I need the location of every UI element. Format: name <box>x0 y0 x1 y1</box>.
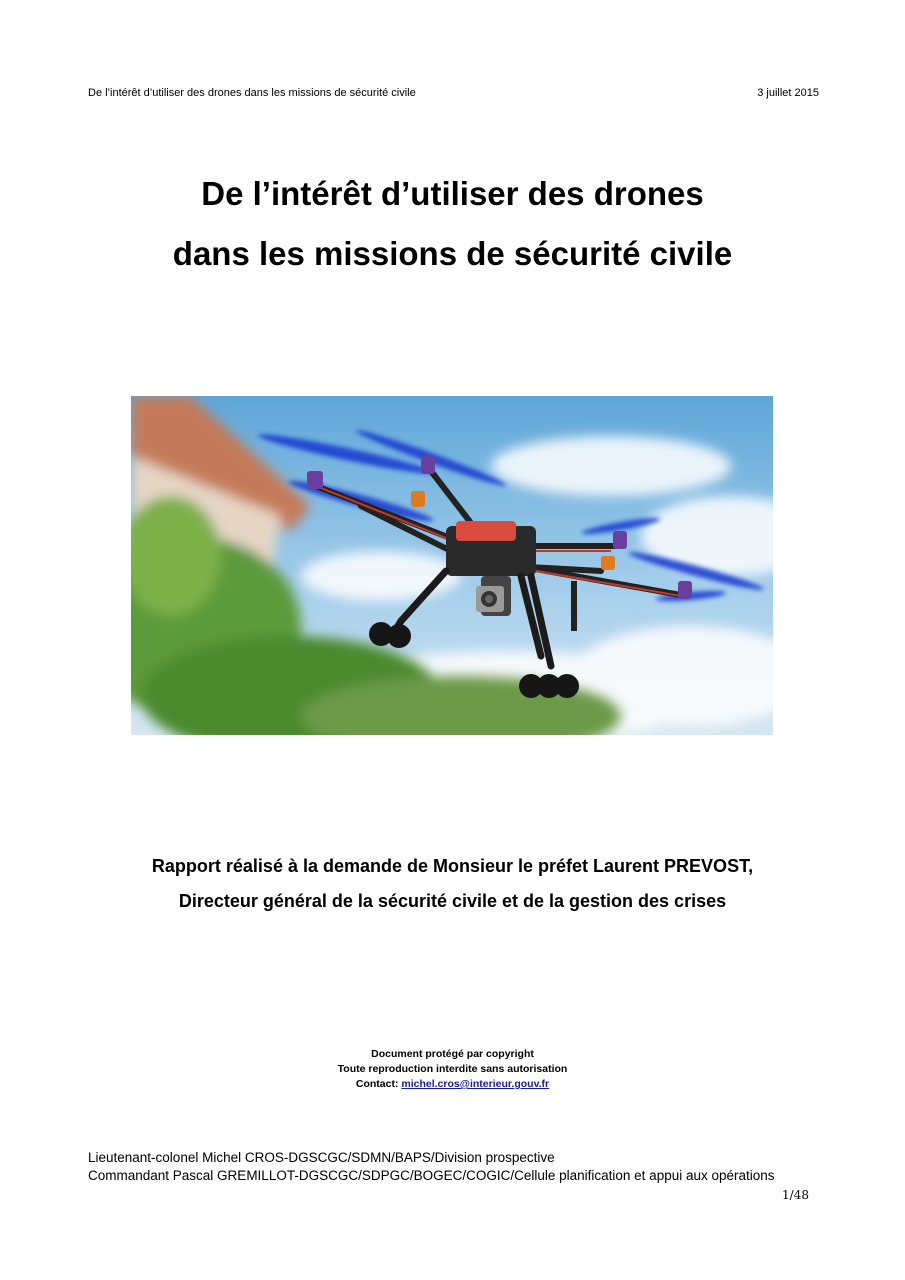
author-line-1: Lieutenant-colonel Michel CROS-DGSCGC/SDMN/BAPS/Division prospective <box>88 1150 555 1165</box>
contact-line <box>0 1077 905 1092</box>
header-date: 3 juillet 2015 <box>757 87 819 99</box>
report-request-line-2: Directeur général de la sécurité civile et de la gestion des crises <box>178 891 727 911</box>
report-request-line-1: Rapport réalisé à la demande de Monsieur le préfet Laurent PREVOST, <box>151 856 754 876</box>
contact-label: Contact: <box>355 1078 399 1090</box>
drone-cover-photo <box>131 396 773 735</box>
page-number: 1/48 <box>782 1188 809 1202</box>
author-line-2: Commandant Pascal GREMILLOT-DGSCGC/SDPGC/BOGEC/COGIC/Cellule planification et appui aux opérations <box>88 1168 775 1183</box>
running-header-title: De l’intérêt d’utiliser des drones dans les missions de sécurité civile <box>88 87 416 99</box>
document-title-line-1: De l’intérêt d’utiliser des drones <box>201 175 704 212</box>
document-title-line-2: dans les missions de sécurité civile <box>172 235 733 272</box>
copyright-notice: Document protégé par copyright <box>371 1048 534 1060</box>
contact-email-link[interactable]: michel.cros@interieur.gouv.fr <box>401 1078 550 1090</box>
reproduction-notice: Toute reproduction interdite sans autorisation <box>337 1063 568 1075</box>
